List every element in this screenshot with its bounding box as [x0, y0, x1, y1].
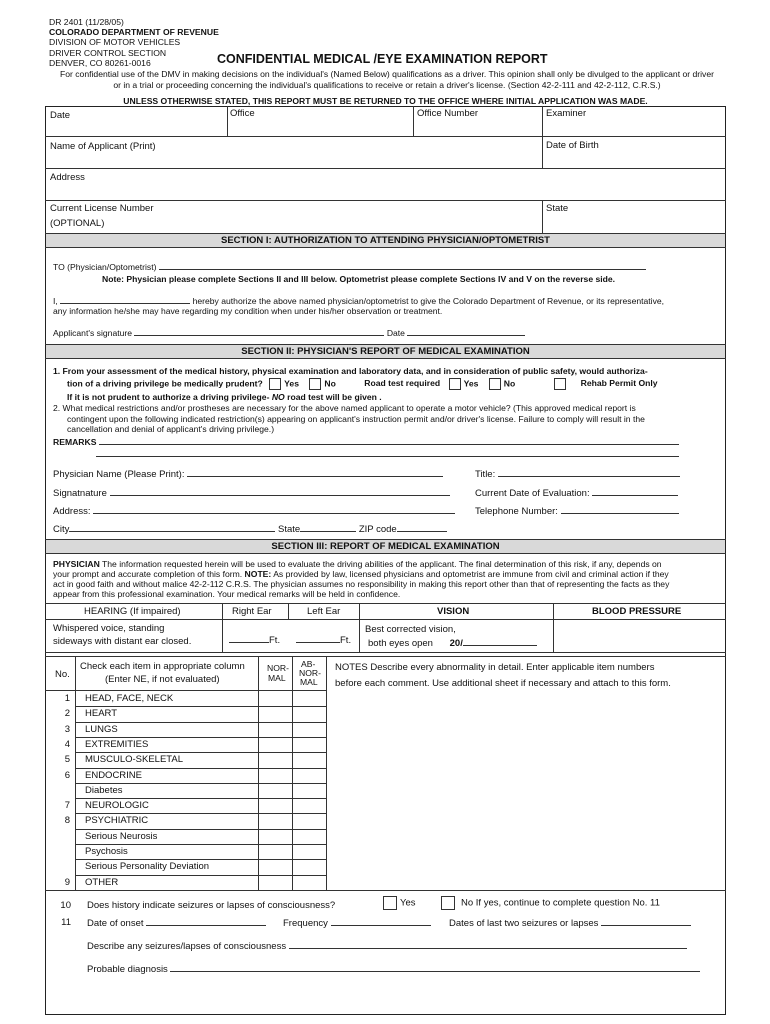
normal-cell[interactable] — [259, 875, 292, 889]
intro-text — [49, 69, 725, 90]
abnormal-header-1: AB- — [301, 659, 316, 669]
remarks-text: REMARKS — [53, 437, 97, 447]
last-two — [449, 917, 691, 929]
form-id: DR 2401 (11/28/05) — [49, 17, 124, 27]
eval-date-input[interactable] — [592, 487, 678, 496]
last-two-input[interactable] — [601, 917, 691, 926]
twenty-label: 20/ — [449, 638, 463, 649]
normal-cell[interactable] — [259, 691, 292, 705]
evaluation-date — [475, 487, 678, 499]
page-title: CONFIDENTIAL MEDICAL /EYE EXAMINATION REPORT — [217, 52, 548, 66]
checklist-item-label: PSYCHIATRIC — [85, 815, 149, 827]
division: DIVISION OF MOTOR VEHICLES — [49, 37, 181, 48]
describe — [87, 940, 687, 952]
normal-header-2: MAL — [268, 673, 286, 683]
no-column-header: No. — [55, 669, 70, 680]
abnormal-cell[interactable] — [293, 844, 326, 858]
left-ear-ft — [296, 634, 351, 646]
physician-name-input[interactable] — [187, 468, 443, 477]
q1-line3a: If it is not prudent to authorize a driving privilege- — [67, 392, 270, 402]
checklist-item-label: Psychosis — [85, 846, 128, 857]
physician-signature-input[interactable] — [110, 487, 450, 496]
abnormal-cell[interactable] — [293, 691, 326, 705]
vision-input[interactable] — [463, 637, 537, 646]
normal-cell[interactable] — [259, 859, 292, 873]
physician-signature-label: Signatnature — [53, 488, 107, 499]
abnormal-cell[interactable] — [293, 722, 326, 736]
seizure-yes-checkbox[interactable] — [383, 896, 397, 910]
check-header-2: (Enter NE, if not evaluated) — [105, 674, 220, 685]
telephone-label: Telephone Number: — [475, 506, 558, 517]
rehab-label: Rehab Permit Only — [580, 378, 658, 389]
q10-text: Does history indicate seizures or lapses of consciousness? — [87, 900, 336, 911]
q10-no-label: No If yes, continue to complete question No. 11 — [461, 897, 660, 909]
checklist-item-label: OTHER — [85, 876, 119, 888]
checklist-item-label: Serious Neurosis — [85, 830, 158, 842]
abnormal-cell[interactable] — [293, 768, 326, 782]
physician-name — [53, 468, 443, 480]
q10-yes-label: Yes — [400, 897, 416, 909]
section-2-title: SECTION II: PHYSICIAN'S REPORT OF MEDICAL EXAMINATION — [46, 345, 725, 358]
q10-number: 10 — [60, 900, 71, 911]
para-lead: PHYSICIAN — [53, 559, 100, 569]
section-3-para-1 — [53, 559, 662, 569]
road-yes-label: Yes — [463, 378, 479, 389]
last-two-label: Dates of last two seizures or lapses — [449, 918, 599, 929]
authorizer-name-input[interactable] — [60, 295, 190, 304]
yes-label: Yes — [284, 378, 299, 389]
item-number: 9 — [64, 876, 70, 888]
frequency-label: Frequency — [283, 918, 328, 929]
authorization-text — [53, 295, 664, 306]
title-label: Title: — [475, 469, 496, 480]
normal-cell[interactable] — [259, 752, 292, 766]
form-header — [49, 17, 219, 68]
frequency-input[interactable] — [331, 917, 431, 926]
telephone-input[interactable] — [561, 505, 679, 514]
applicant-name-field[interactable]: Name of Applicant (Print) — [50, 141, 156, 152]
onset-input[interactable] — [146, 917, 266, 926]
optional-label: (OPTIONAL) — [50, 218, 105, 229]
describe-label: Describe any seizures/lapses of consciousness — [87, 941, 287, 952]
office-field[interactable]: Office — [230, 108, 255, 119]
normal-cell[interactable] — [259, 722, 292, 736]
eyes-open-label: both eyes open — [368, 638, 433, 649]
section-3-para-3: act in good faith and without malice 42-2-112 C.R.S. The physician assumes no responsibility in making this report other than that of representing the facts as they — [53, 579, 670, 589]
q2-line-2: contingent upon the following indicated restriction(s) appearing on applicant's instruction permit and/or driver's license. Failure to comply will result in the — [67, 414, 645, 424]
date-field[interactable]: Date — [50, 110, 71, 121]
department: COLORADO DEPARTMENT OF REVENUE — [49, 27, 219, 38]
city-state-zip — [53, 523, 447, 535]
remarks-line-2[interactable] — [96, 448, 679, 460]
frequency — [283, 917, 431, 929]
q2-line-3: cancellation and denial of applicant's driving privilege.) — [67, 424, 275, 434]
abnormal-cell[interactable] — [293, 752, 326, 766]
zip-input[interactable] — [397, 523, 447, 532]
whisper-line-1: Whispered voice, standing — [53, 623, 165, 634]
state-input[interactable] — [300, 523, 356, 532]
normal-cell[interactable] — [259, 798, 292, 812]
abnormal-header-3: MAL — [300, 677, 318, 687]
item-number: 1 — [64, 693, 70, 704]
right-ear-header: Right Ear — [232, 606, 272, 617]
signature-label: Applicant's signature — [53, 328, 133, 338]
q1-prompt: tion of a driving privilege be medically prudent? — [67, 378, 263, 389]
q2-line-1: 2. What medical restrictions and/or prostheses are necessary for the above named applicant to operate a motor vehicle? (This approved medical report is — [53, 403, 636, 413]
onset-label: Date of onset — [87, 918, 144, 929]
checklist-item-label: Serious Personality Deviation — [85, 861, 210, 873]
checklist-item-label: HEART — [85, 708, 118, 720]
to-label-text: TO (Physician/Optometrist) — [53, 262, 157, 272]
dob-field[interactable]: Date of Birth — [546, 140, 599, 151]
abnormal-cell[interactable] — [293, 783, 326, 797]
normal-cell[interactable] — [259, 844, 292, 858]
mail-address: DENVER, CO 80261-0016 — [49, 57, 151, 68]
city-label: City — [53, 524, 70, 535]
abnormal-cell[interactable] — [293, 829, 326, 843]
sig-date-label: Date — [386, 328, 405, 338]
to-physician-input[interactable] — [159, 261, 646, 270]
hearing-header: HEARING (If impaired) — [84, 606, 181, 617]
remarks-input[interactable] — [99, 436, 679, 445]
para-line-2c: As provided by law, licensed physicians and optometrist are immune from civil and criminal action if they — [273, 569, 669, 579]
right-ft-label: Ft. — [269, 635, 281, 646]
checklist-item-label: Diabetes — [85, 784, 123, 796]
prudent-yes-checkbox[interactable] — [269, 378, 281, 390]
road-test-label: Road test required — [364, 378, 441, 389]
normal-cell[interactable] — [259, 706, 292, 720]
auth-text: hereby authorize the above named physician/optometrist to give the Colorado Department of Revenue, or its representative, — [192, 296, 665, 306]
road-no-label: No — [503, 378, 516, 389]
check-header-1: Check each item in appropriate column — [80, 661, 245, 672]
auth-line-2: any information he/she may have regarding my condition when under his/her observation or treatment. — [53, 306, 443, 316]
road-test-no-checkbox[interactable] — [489, 378, 501, 390]
describe-input[interactable] — [289, 940, 687, 949]
checklist-item-label: ENDOCRINE — [85, 769, 143, 781]
no-label: No — [324, 378, 336, 389]
city-input[interactable] — [69, 523, 275, 532]
applicant-signature — [53, 327, 525, 338]
q10-no — [441, 896, 660, 910]
rehab-checkbox[interactable] — [554, 378, 566, 390]
prudent-no-checkbox[interactable] — [309, 378, 321, 390]
physician-name-label: Physician Name (Please Print): — [53, 469, 185, 480]
eyes-open — [368, 637, 537, 649]
right-ear-ft — [229, 634, 280, 646]
bp-header: BLOOD PRESSURE — [592, 606, 682, 617]
address-field[interactable]: Address — [50, 172, 85, 183]
intro-line-1: For confidential use of the DMV in making decisions on the individual's (Named Below) qualifications as a driver. This opinion shall only be divulged to the applicant or driver — [59, 69, 714, 79]
vision-header: VISION — [437, 606, 470, 617]
para-line-1: The information requested herein will be used to evaluate the driving abilities of the applicant. The final determination of this risk, if any, depends on — [102, 559, 662, 569]
left-ear-input[interactable] — [296, 634, 340, 643]
normal-cell[interactable] — [259, 829, 292, 843]
intro-line-2: or in a trial or proceeding concerning the individual's qualifications to receive or retain a driver's license. (Section 42-2-111 and 42-2-112, C.R.S.) — [113, 79, 661, 90]
abnormal-cell[interactable] — [293, 798, 326, 812]
section-3-title: SECTION III: REPORT OF MEDICAL EXAMINATION — [46, 540, 725, 553]
abnormal-cell[interactable] — [293, 813, 326, 827]
left-ear-header: Left Ear — [307, 606, 341, 617]
return-notice: UNLESS OTHERWISE STATED, THIS REPORT MUST BE RETURNED TO THE OFFICE WHERE INITIAL APPLICATION WAS MADE. — [123, 96, 648, 106]
checklist-item-label: MUSCULO-SKELETAL — [85, 754, 184, 766]
physician-address — [53, 505, 455, 517]
q1-line3b: NO — [271, 392, 285, 402]
item-number: 2 — [64, 708, 70, 720]
section-1-note: Note: Physician please complete Sections II and III below. Optometrist please complete Sections IV and V on the reverse side. — [102, 274, 616, 284]
diagnosis-input[interactable] — [170, 963, 700, 972]
license-number-field[interactable]: Current License Number — [50, 203, 154, 214]
abnormal-cell[interactable] — [293, 875, 326, 889]
para-line-2b: NOTE: — [244, 569, 272, 579]
title-input[interactable] — [498, 468, 680, 477]
q1-line-2 — [67, 378, 658, 390]
para-line-2a: your prompt and accurate completion of this form. — [53, 569, 243, 579]
zip-label: ZIP code — [358, 524, 397, 535]
checklist-item-label: HEAD, FACE, NECK — [85, 693, 174, 704]
item-number: 4 — [64, 738, 70, 750]
sig-date-input[interactable] — [407, 327, 525, 336]
examiner-field[interactable]: Examiner — [546, 108, 587, 119]
seizure-no-checkbox[interactable] — [441, 896, 455, 910]
item-number: 8 — [64, 815, 70, 827]
physician-address-label: Address: — [53, 506, 91, 517]
q1-line3c: road test will be given — [287, 392, 377, 402]
road-test-yes-checkbox[interactable] — [449, 378, 461, 390]
item-number: 6 — [64, 769, 70, 781]
item-number: 3 — [64, 723, 70, 735]
eval-date-label: Current Date of Evaluation: — [475, 488, 590, 499]
section-3-para-2 — [53, 569, 669, 579]
to-physician-label — [53, 261, 646, 272]
q10-yes — [383, 896, 416, 910]
normal-cell[interactable] — [259, 768, 292, 782]
notes-area[interactable] — [330, 700, 722, 886]
applicant-signature-input[interactable] — [134, 327, 384, 336]
whisper-line-2: sideways with distant ear closed. — [53, 636, 192, 647]
section-3-para-4: appear from this professional examination. Your medical remarks will be held in confidence. — [53, 589, 401, 599]
checklist-item-label: LUNGS — [85, 723, 118, 735]
abnormal-cell[interactable] — [293, 706, 326, 720]
abnormal-header-2: NOR- — [299, 668, 321, 678]
onset — [87, 917, 266, 929]
notes-header-2: before each comment. Use additional sheet if necessary and attach to this form. — [335, 678, 671, 689]
notes-header-1: NOTES Describe every abnormality in detail. Enter applicable item numbers — [335, 662, 655, 673]
normal-header-1: NOR- — [267, 663, 289, 673]
q11-number: 11 — [61, 917, 71, 928]
office-number-field[interactable]: Office Number — [417, 108, 479, 119]
checklist-item-label: NEUROLOGIC — [85, 800, 149, 812]
normal-cell[interactable] — [259, 813, 292, 827]
auth-prefix: I, — [53, 296, 58, 306]
state-field[interactable]: State — [546, 203, 569, 214]
checklist-item-label: EXTREMITIES — [85, 738, 149, 750]
section-1-title: SECTION I: AUTHORIZATION TO ATTENDING PHYSICIAN/OPTOMETRIST — [46, 234, 725, 247]
left-ft-label: Ft. — [340, 635, 352, 646]
item-number: 5 — [64, 754, 70, 766]
right-ear-input[interactable] — [229, 634, 269, 643]
normal-cell[interactable] — [259, 737, 292, 751]
abnormal-cell[interactable] — [293, 859, 326, 873]
item-number: 7 — [64, 800, 70, 812]
physician-address-input[interactable] — [93, 505, 455, 514]
diagnosis — [87, 963, 700, 975]
best-vision-label: Best corrected vision, — [365, 624, 456, 635]
physician-signature — [53, 487, 450, 499]
q1-line-3: If it is not prudent to authorize a driving privilege- NO road test will be given . — [67, 392, 382, 402]
normal-cell[interactable] — [259, 783, 292, 797]
section-name: DRIVER CONTROL SECTION — [49, 47, 167, 58]
state-label: State — [278, 524, 301, 535]
abnormal-cell[interactable] — [293, 737, 326, 751]
diagnosis-label: Probable diagnosis — [87, 964, 168, 975]
remarks-label — [53, 436, 679, 447]
title-field — [475, 468, 680, 480]
q1-line-1: 1. From your assessment of the medical history, physical examination and laboratory data, and in consideration of public safety, would authoriza- — [53, 366, 648, 376]
telephone — [475, 505, 679, 517]
